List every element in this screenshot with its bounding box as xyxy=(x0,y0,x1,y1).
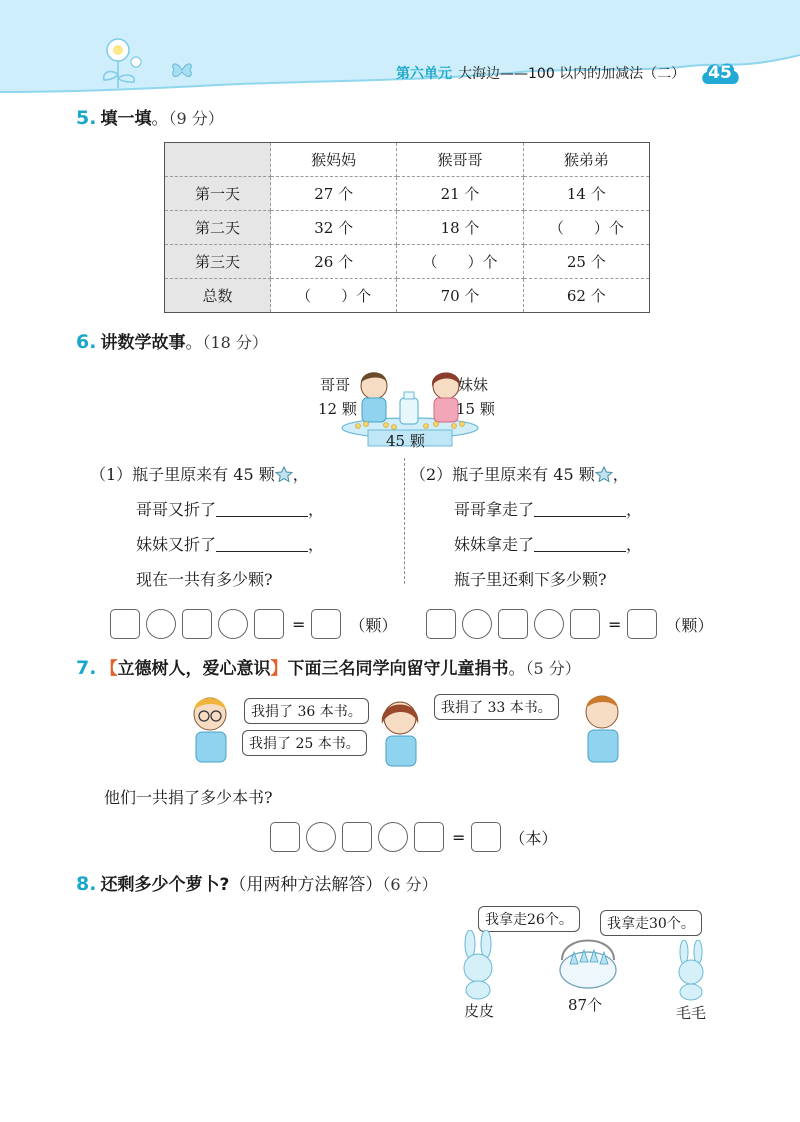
table-cell: 27 个 xyxy=(271,177,397,211)
brother-count: 12 颗 xyxy=(318,400,357,418)
q6-punct: 。 xyxy=(185,333,203,353)
part1-line4: 现在一共有多少颗? xyxy=(136,570,273,589)
speech-bubble: 我捐了 36 本书。 xyxy=(244,698,369,724)
table-row xyxy=(165,211,650,245)
q8-score: （6 分） xyxy=(382,875,438,894)
table-cell: 26 个 xyxy=(271,245,397,279)
equals-sign: = xyxy=(452,827,466,847)
answer-blank-cell[interactable]: （ ）个 xyxy=(397,245,523,279)
column-header: 猴哥哥 xyxy=(397,143,523,177)
speech-bubble: 我捐了 25 本书。 xyxy=(242,730,367,756)
q5-punct: 。 xyxy=(151,109,169,129)
column-header: 猴妈妈 xyxy=(271,143,397,177)
q5-number: 5. xyxy=(76,107,97,129)
bottle-total: 45 颗 xyxy=(386,432,425,450)
q6-heading xyxy=(76,328,268,353)
flower-icon xyxy=(96,34,150,90)
q7-score: （5 分） xyxy=(525,659,581,678)
number-box[interactable] xyxy=(254,609,284,639)
part1-line3: 妹妹又折了 xyxy=(136,535,217,554)
q6-part1-equation xyxy=(110,609,397,639)
operator-circle[interactable] xyxy=(306,822,336,852)
q5-score: （9 分） xyxy=(168,109,224,128)
q6-title: 讲数学故事 xyxy=(100,333,186,353)
answer-blank[interactable] xyxy=(216,534,308,552)
unit-label: （本） xyxy=(509,828,558,848)
rabbit-maomao-illustration xyxy=(670,940,714,1002)
q8-note: （用两种方法解答） xyxy=(229,875,383,895)
boy-glasses-illustration xyxy=(184,694,240,768)
rabbit-name-left: 皮皮 xyxy=(464,1002,495,1020)
answer-blank[interactable] xyxy=(216,499,308,517)
unit-label: 第六单元 xyxy=(396,66,452,82)
q8-title: 还剩多少个萝卜? xyxy=(100,875,230,895)
part2-line4: 瓶子里还剩下多少颗? xyxy=(454,570,607,589)
operator-circle[interactable] xyxy=(462,609,492,639)
number-box[interactable] xyxy=(182,609,212,639)
dashed-divider xyxy=(404,458,405,584)
speech-bubble: 我捐了 33 本书。 xyxy=(434,694,559,720)
q7-number: 7. xyxy=(76,657,97,679)
page-number: 45 xyxy=(708,63,732,83)
table-corner-cell xyxy=(165,143,271,177)
number-box[interactable] xyxy=(342,822,372,852)
row-label: 第二天 xyxy=(165,211,271,245)
result-box[interactable] xyxy=(311,609,341,639)
table-row xyxy=(165,279,650,313)
number-box[interactable] xyxy=(570,609,600,639)
q8-heading xyxy=(76,870,438,895)
carrot-basket-illustration xyxy=(556,934,620,990)
tag-bracket-open: 【 xyxy=(100,659,118,679)
table-header-row xyxy=(165,143,650,177)
answer-blank[interactable] xyxy=(534,534,626,552)
q7-punct: 。 xyxy=(508,659,526,679)
rabbit-name-right: 毛毛 xyxy=(676,1004,707,1022)
boy-illustration xyxy=(572,692,628,768)
equals-sign: = xyxy=(292,614,306,634)
answer-blank-cell[interactable]: （ ）个 xyxy=(271,279,397,313)
table-cell: 18 个 xyxy=(397,211,523,245)
butterfly-icon xyxy=(170,60,194,80)
sister-name: 妹妹 xyxy=(458,376,489,394)
unit-subtitle: 大海边——100 以内的加减法（二） xyxy=(458,66,686,82)
part1-line1: （1）瓶子里原来有 45 颗 xyxy=(90,465,275,484)
number-box[interactable] xyxy=(110,609,140,639)
table-cell: 32 个 xyxy=(271,211,397,245)
unit-title xyxy=(396,63,685,83)
operator-circle[interactable] xyxy=(146,609,176,639)
basket-count: 87个 xyxy=(568,996,603,1014)
part2-line2: 哥哥拿走了 xyxy=(454,500,535,519)
q6-number: 6. xyxy=(76,331,97,353)
q6-part2-text: （2）瓶子里原来有 45 颗 ， 哥哥拿走了 ， 妹妹拿走了 ， 瓶子里还剩下多少颗? xyxy=(410,457,642,597)
result-box[interactable] xyxy=(627,609,657,639)
table-cell: 25 个 xyxy=(523,245,649,279)
answer-blank-cell[interactable]: （ ）个 xyxy=(523,211,649,245)
number-box[interactable] xyxy=(426,609,456,639)
table-row xyxy=(165,177,650,211)
table-cell: 21 个 xyxy=(397,177,523,211)
operator-circle[interactable] xyxy=(534,609,564,639)
unit-label: （颗） xyxy=(665,615,714,635)
q7-tag xyxy=(100,659,287,679)
number-box[interactable] xyxy=(498,609,528,639)
speech-bubble-right: 我拿走30个。 xyxy=(600,910,702,936)
tag-text: 立德树人，爱心意识 xyxy=(117,659,271,679)
q7-title: 下面三名同学向留守儿童捐书 xyxy=(287,659,509,679)
brother-name: 哥哥 xyxy=(320,376,351,394)
q6-part2-equation xyxy=(426,609,713,639)
tag-bracket-close: 】 xyxy=(270,659,288,679)
speech-bubble-left: 我拿走26个。 xyxy=(478,906,580,932)
table-row xyxy=(165,245,650,279)
unit-label: （颗） xyxy=(349,615,398,635)
folded-star-icon xyxy=(275,459,293,475)
row-label: 总数 xyxy=(165,279,271,313)
table-cell: 62 个 xyxy=(523,279,649,313)
q8-number: 8. xyxy=(76,873,97,895)
rabbit-pipi-illustration xyxy=(454,930,504,1000)
page-number-badge xyxy=(700,60,740,86)
table-cell: 14 个 xyxy=(523,177,649,211)
q7-heading xyxy=(76,654,581,679)
q5-table xyxy=(164,142,650,313)
part2-line1: （2）瓶子里原来有 45 颗 xyxy=(410,465,595,484)
equals-sign: = xyxy=(608,614,622,634)
q7-equation xyxy=(270,822,557,852)
girl-illustration xyxy=(374,696,428,770)
q6-part1-text: （1）瓶子里原来有 45 颗 ， 哥哥又折了 ， 妹妹又折了 ， 现在一共有多少颗? xyxy=(90,457,324,597)
row-label: 第三天 xyxy=(165,245,271,279)
page-header xyxy=(0,0,800,100)
sister-count: 15 颗 xyxy=(456,400,495,418)
number-box[interactable] xyxy=(414,822,444,852)
number-box[interactable] xyxy=(270,822,300,852)
folded-star-icon xyxy=(595,459,613,475)
result-box[interactable] xyxy=(471,822,501,852)
answer-blank[interactable] xyxy=(534,499,626,517)
operator-circle[interactable] xyxy=(378,822,408,852)
row-label: 第一天 xyxy=(165,177,271,211)
part1-line2: 哥哥又折了 xyxy=(136,500,217,519)
q6-score: （18 分） xyxy=(202,333,268,352)
q5-title: 填一填 xyxy=(100,109,152,129)
operator-circle[interactable] xyxy=(218,609,248,639)
table-cell: 70 个 xyxy=(397,279,523,313)
column-header: 猴弟弟 xyxy=(523,143,649,177)
q5-heading xyxy=(76,104,224,129)
part2-line3: 妹妹拿走了 xyxy=(454,535,535,554)
q7-question: 他们一共捐了多少本书? xyxy=(104,788,273,807)
